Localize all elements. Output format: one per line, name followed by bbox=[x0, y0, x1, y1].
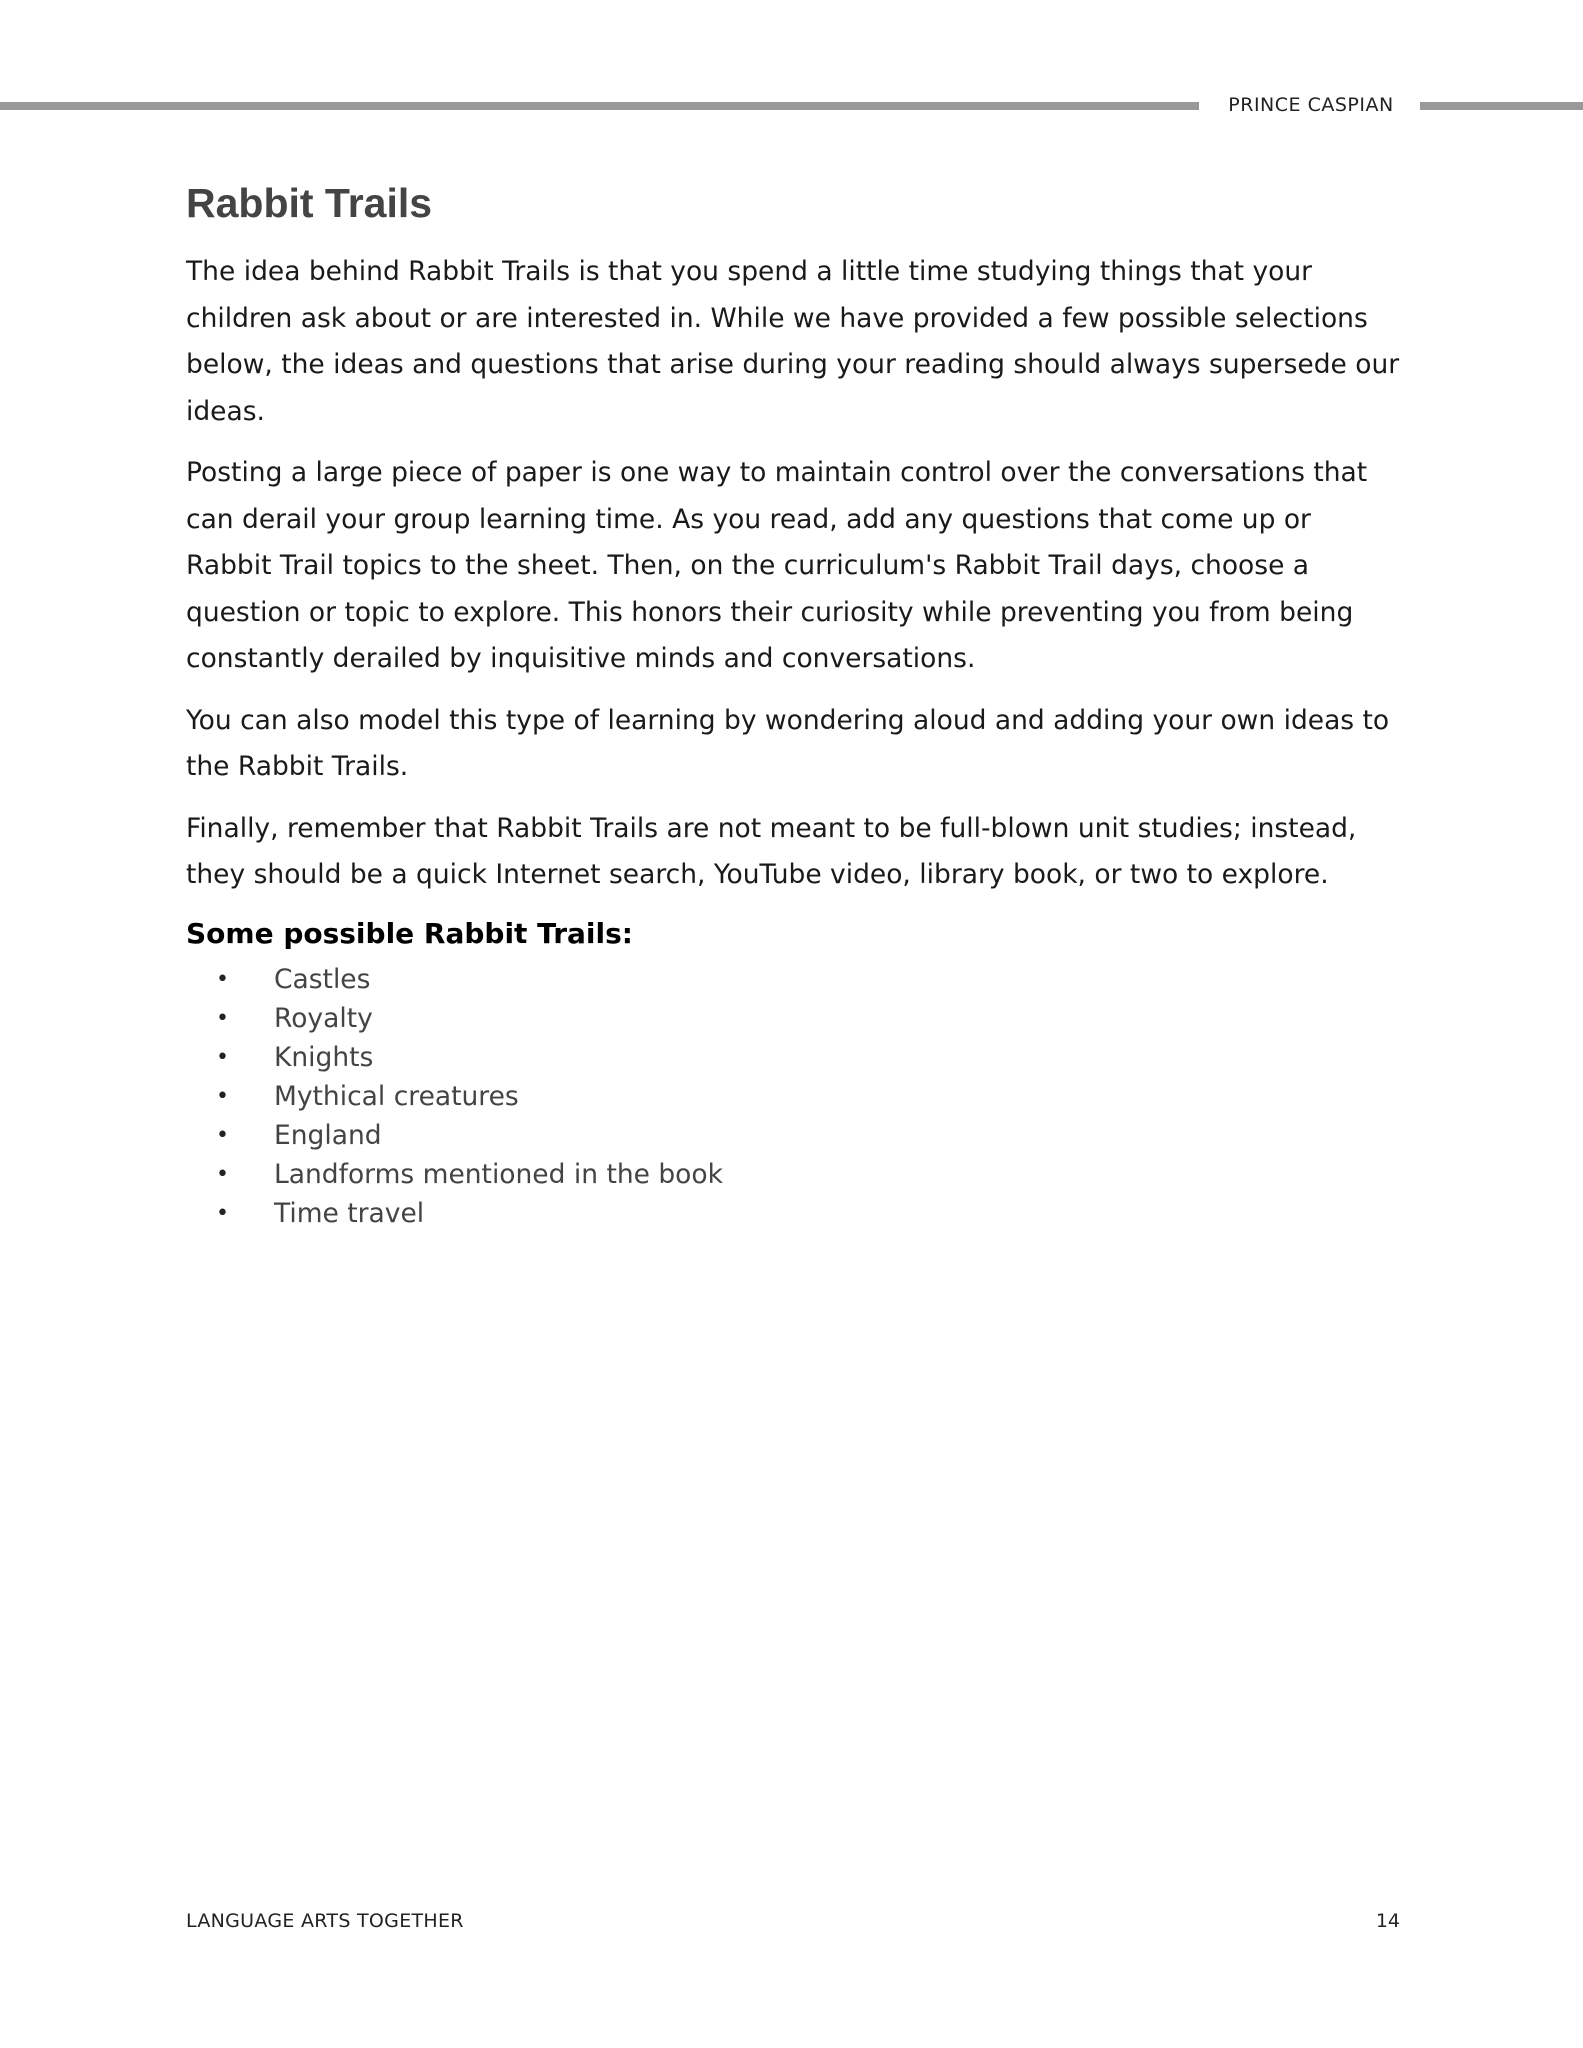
paragraph: Finally, remember that Rabbit Trails are not meant to be full-blown unit studies; instead, they should be a quick Internet search, YouTube video, library book, or two to explore. bbox=[186, 812, 1357, 891]
list-item bbox=[186, 960, 1401, 999]
rabbit-trails-list bbox=[186, 960, 1401, 1233]
list-item-label: Castles bbox=[274, 963, 371, 995]
bullet-icon: • bbox=[216, 1044, 229, 1070]
paragraph: You can also model this type of learning by wondering aloud and adding your own ideas to the Rabbit Trails. bbox=[186, 704, 1390, 783]
list-item bbox=[186, 999, 1401, 1038]
page-title: Rabbit Trails bbox=[186, 180, 433, 226]
list-item bbox=[186, 1116, 1401, 1155]
bullet-icon: • bbox=[216, 1122, 229, 1148]
list-item-label: Time travel bbox=[274, 1197, 425, 1229]
running-title: PRINCE CASPIAN bbox=[1228, 94, 1394, 116]
list-heading: Some possible Rabbit Trails: bbox=[186, 916, 633, 950]
bullet-icon: • bbox=[216, 966, 229, 992]
list-item bbox=[186, 1155, 1401, 1194]
bullet-icon: • bbox=[216, 1005, 229, 1031]
main-content bbox=[186, 180, 1401, 1233]
list-item bbox=[186, 1038, 1401, 1077]
header-rule-left bbox=[0, 102, 1199, 110]
list-item bbox=[186, 1194, 1401, 1233]
paragraph: Posting a large piece of paper is one way to maintain control over the conversations that can derail your group learning time. As you read, add any questions that come up or Rabbit Trail topics to the sheet. Then, on the curriculum's Rabbit Trail days, choose a question or topic to explore. This honors their curiosity while preventing you from being constantly derailed by inquisitive minds and conversations. bbox=[186, 457, 1368, 675]
list-item bbox=[186, 1077, 1401, 1116]
bullet-icon: • bbox=[216, 1161, 229, 1187]
page-number: 14 bbox=[1375, 1910, 1400, 1932]
list-item-label: Mythical creatures bbox=[274, 1080, 519, 1112]
bullet-icon: • bbox=[216, 1200, 229, 1226]
list-item-label: England bbox=[274, 1119, 382, 1151]
paragraph: The idea behind Rabbit Trails is that you spend a little time studying things that your children ask about or are interested in. While we have provided a few possible selections below, the ideas and questions that arise during your reading should always supersede our ideas. bbox=[186, 256, 1400, 427]
footer-book-title: LANGUAGE ARTS TOGETHER bbox=[186, 1910, 464, 1932]
header-rule-right bbox=[1420, 102, 1583, 110]
bullet-icon: • bbox=[216, 1083, 229, 1109]
list-item-label: Landforms mentioned in the book bbox=[274, 1158, 723, 1190]
list-item-label: Royalty bbox=[274, 1002, 373, 1034]
list-item-label: Knights bbox=[274, 1041, 374, 1073]
